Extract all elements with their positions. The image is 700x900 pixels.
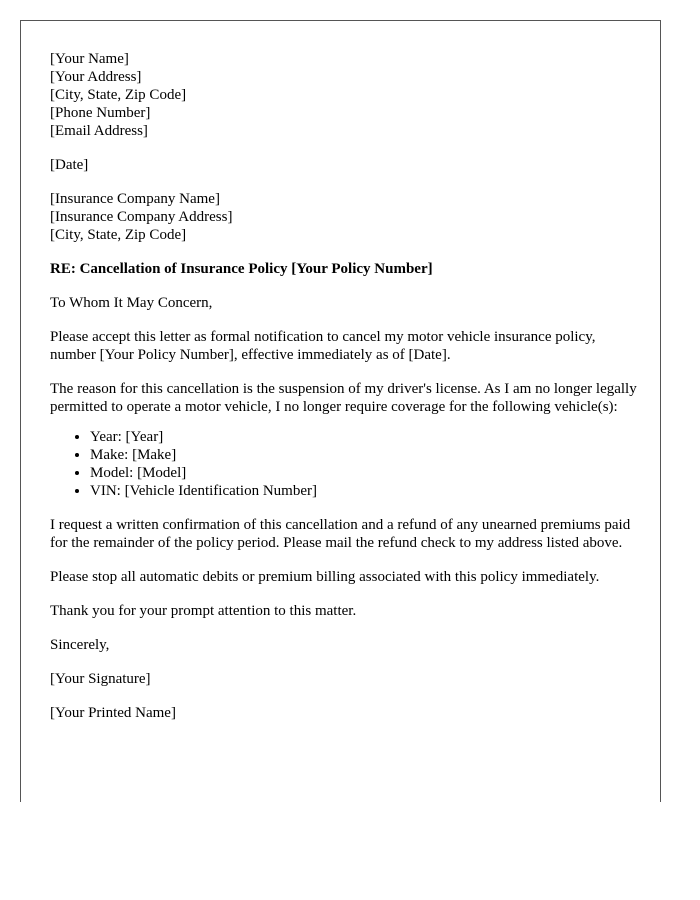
recipient-company-name: [Insurance Company Name] (50, 191, 220, 207)
letter-date: [Date] (50, 157, 89, 173)
sender-email: [Email Address] (50, 123, 148, 139)
recipient-company-address: [Insurance Company Address] (50, 209, 233, 225)
sender-city-state-zip: [City, State, Zip Code] (50, 87, 187, 103)
sender-address: [Your Address] (50, 69, 142, 85)
vehicle-list (50, 428, 640, 500)
vehicle-item-model: • Model: [Model] (90, 464, 640, 482)
paragraph-refund: I request a written confirmation of this cancellation and a refund of any unearned premiums paid for the remainder of the policy period. Please mail the refund check to my address listed above. (50, 517, 631, 551)
vehicle-item-make: • Make: [Make] (90, 446, 640, 464)
letter-content (50, 50, 640, 738)
paragraph-reason: The reason for this cancellation is the suspension of my driver's license. As I am no longer legally permitted to operate a motor vehicle, I no longer require coverage for the following vehicle(s): (50, 381, 637, 415)
paragraph-intro: Please accept this letter as formal notification to cancel my motor vehicle insurance policy, number [Your Policy Number], effective immediately as of [Date]. (50, 329, 596, 363)
paragraph-billing: Please stop all automatic debits or premium billing associated with this policy immediately. (50, 569, 600, 585)
closing: Sincerely, (50, 637, 110, 653)
letter-page (20, 20, 661, 802)
recipient-city-state-zip: [City, State, Zip Code] (50, 227, 187, 243)
paragraph-thanks: Thank you for your prompt attention to this matter. (50, 603, 357, 619)
subject-line: RE: Cancellation of Insurance Policy [Your Policy Number] (50, 261, 433, 277)
sender-name: [Your Name] (50, 51, 129, 67)
vehicle-item-year: • Year: [Year] (90, 428, 640, 446)
printed-name: [Your Printed Name] (50, 705, 176, 721)
salutation: To Whom It May Concern, (50, 295, 213, 311)
vehicle-item-vin: • VIN: [Vehicle Identification Number] (90, 482, 640, 500)
sender-phone: [Phone Number] (50, 105, 151, 121)
sender-block (50, 50, 640, 140)
recipient-block (50, 190, 640, 244)
signature-placeholder: [Your Signature] (50, 671, 151, 687)
